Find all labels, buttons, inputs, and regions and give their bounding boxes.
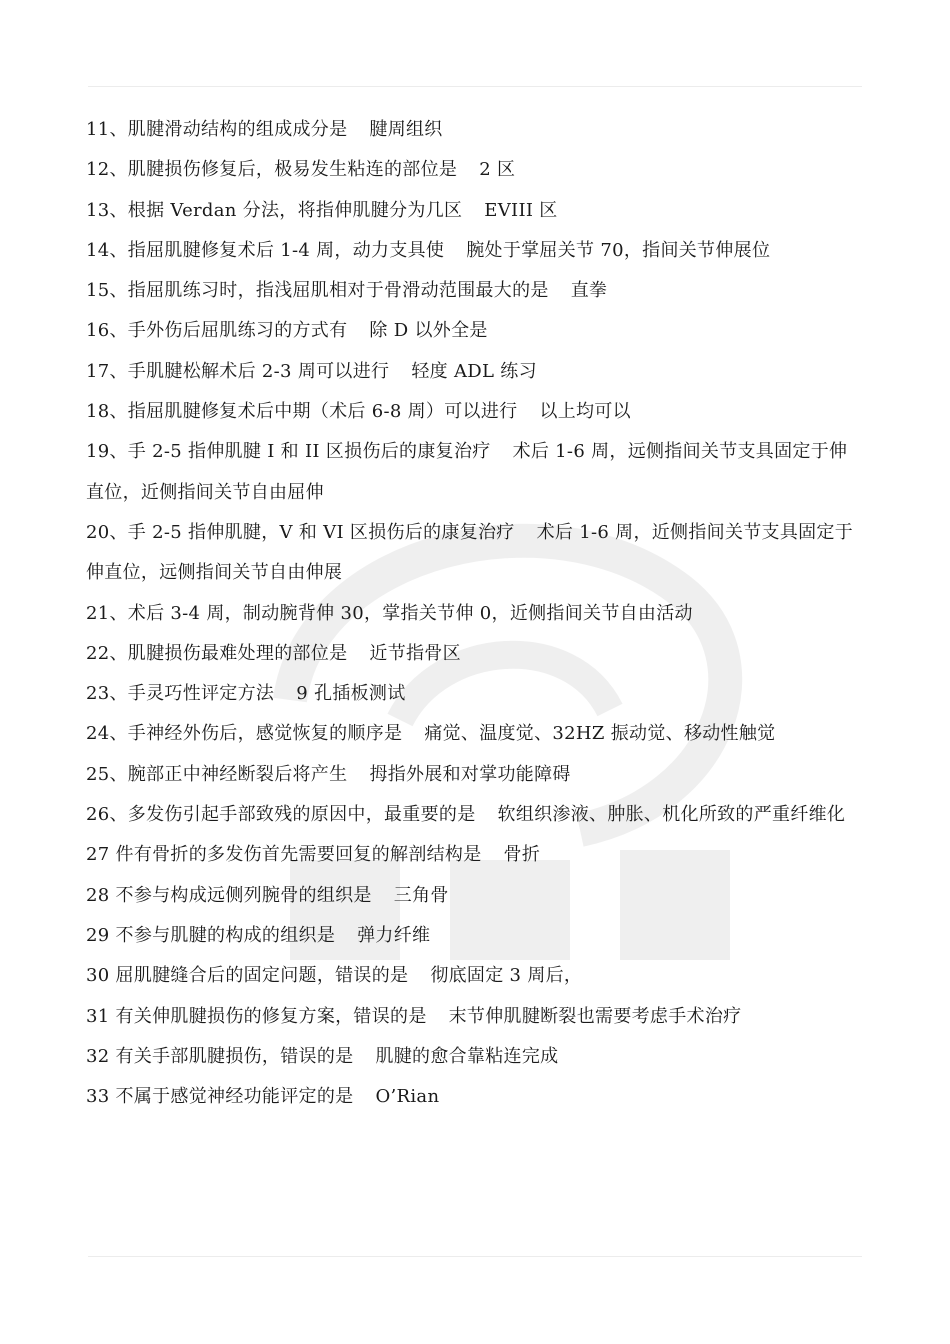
list-item: 22、肌腱损伤最难处理的部位是 近节指骨区 [86,642,461,664]
list-item: 33 不属于感觉神经功能评定的是 O’Rian [86,1086,440,1108]
bottom-divider [88,1256,862,1257]
list-item: 32 有关手部肌腱损伤，错误的是 肌腱的愈合靠粘连完成 [86,1045,559,1067]
list-item: 11、肌腱滑动结构的组成成分是 腱周组织 [86,119,443,140]
list-item: 17、手肌腱松解术后 2-3 周可以进行 轻度 ADL 练习 [86,360,537,382]
list-item: 12、肌腱损伤修复后，极易发生粘连的部位是 2 区 [86,159,516,181]
list-item: 24、手神经外伤后，感觉恢复的顺序是 痛觉、温度觉、32HZ 振动觉、移动性触觉 [86,723,776,745]
list-item: 14、指屈肌腱修复术后 1-4 周，动力支具使 腕处于掌屈关节 70，指间关节伸展位 [86,239,771,261]
top-divider [88,86,862,87]
list-item: 21、术后 3-4 周，制动腕背伸 30，掌指关节伸 0，近侧指间关节自由活动 [86,602,693,624]
list-item: 29 不参与肌腱的构成的组织是 弹力纤维 [86,924,431,946]
list-item: 30 屈肌腱缝合后的固定问题，错误的是 彻底固定 3 周后， [86,965,583,987]
question-list [86,110,862,1117]
list-item: 23、手灵巧性评定方法 9 孔插板测试 [86,683,406,705]
list-item: 25、腕部正中神经断裂后将产生 拇指外展和对掌功能障碍 [86,763,571,785]
list-item: 31 有关伸肌腱损伤的修复方案，错误的是 末节伸肌腱断裂也需要考虑手术治疗 [86,1005,742,1027]
list-item: 15、指屈肌练习时，指浅屈肌相对于骨滑动范围最大的是 直拳 [86,280,608,302]
list-item: 20、手 2-5 指伸肌腱，V 和 VI 区损伤后的康复治疗 术后 1-6 周，近侧指间关节支具固定于伸直位，远侧指间关节自由伸展 [86,521,854,584]
list-item: 26、多发伤引起手部致残的原因中，最重要的是 软组织渗液、肿胀、机化所致的严重纤维化 [86,804,846,826]
list-item: 28 不参与构成远侧列腕骨的组织是 三角骨 [86,884,449,906]
list-item: 16、手外伤后屈肌练习的方式有 除 D 以外全是 [86,320,488,342]
list-item: 27 件有骨折的多发伤首先需要回复的解剖结构是 骨折 [86,844,541,866]
list-item: 19、手 2-5 指伸肌腱 I 和 II 区损伤后的康复治疗 术后 1-6 周，远侧指间关节支具固定于伸直位，近侧指间关节自由屈伸 [86,441,848,503]
list-item: 13、根据 Verdan 分法，将指伸肌腱分为几区 EVIII 区 [86,199,558,221]
list-item: 18、指屈肌腱修复术后中期（术后 6-8 周）可以进行 以上均可以 [86,401,631,423]
